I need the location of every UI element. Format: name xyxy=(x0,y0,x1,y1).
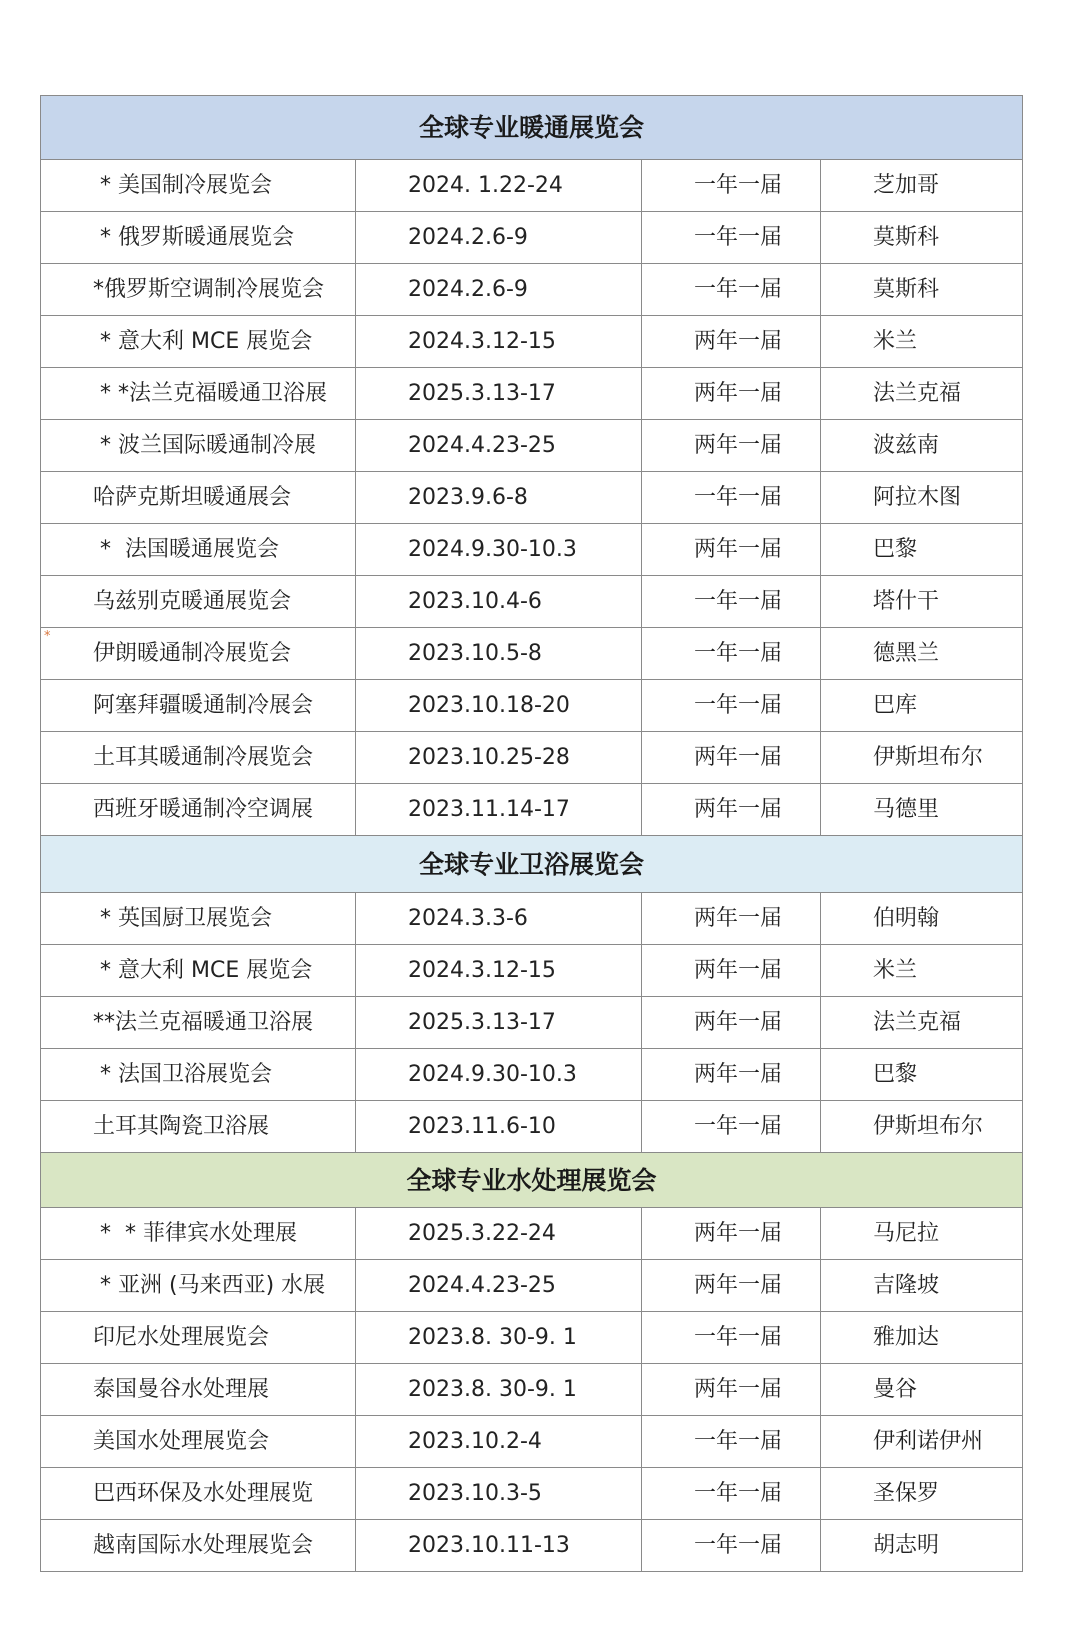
exhibition-frequency-cell: 一年一届 xyxy=(642,680,821,732)
section-header-bathroom xyxy=(41,836,1023,893)
exhibition-city-cell: 莫斯科 xyxy=(821,212,1023,264)
exhibition-name-cell: 西班牙暖通制冷空调展 xyxy=(41,784,356,836)
exhibition-name-cell: * 波兰国际暖通制冷展 xyxy=(41,420,356,472)
exhibition-city-cell: 米兰 xyxy=(821,316,1023,368)
exhibition-date-cell: 2023.8. 30-9. 1 xyxy=(356,1364,642,1416)
exhibition-city-cell: 法兰克福 xyxy=(821,368,1023,420)
exhibition-city-cell: 法兰克福 xyxy=(821,997,1023,1049)
table-row xyxy=(41,1468,1023,1520)
exhibition-frequency-cell: 一年一届 xyxy=(642,472,821,524)
exhibition-city-cell: 芝加哥 xyxy=(821,160,1023,212)
exhibition-date-cell: 2024.3.12-15 xyxy=(356,316,642,368)
section-title: 全球专业水处理展览会 xyxy=(41,1153,1023,1208)
exhibition-date-cell: 2023.10.18-20 xyxy=(356,680,642,732)
exhibition-date-cell: 2023.10.5-8 xyxy=(356,628,642,680)
exhibition-date-cell: 2024.4.23-25 xyxy=(356,1260,642,1312)
table-row xyxy=(41,160,1023,212)
table-row xyxy=(41,1312,1023,1364)
exhibition-city-cell: 马德里 xyxy=(821,784,1023,836)
exhibition-name-cell: * 美国制冷展览会 xyxy=(41,160,356,212)
table-row xyxy=(41,1260,1023,1312)
exhibition-name-cell: 越南国际水处理展览会 xyxy=(41,1520,356,1572)
exhibition-name-cell: * 英国厨卫展览会 xyxy=(41,893,356,945)
exhibition-frequency-cell: 两年一届 xyxy=(642,524,821,576)
exhibition-city-cell: 伊斯坦布尔 xyxy=(821,1101,1023,1153)
table-row xyxy=(41,1520,1023,1572)
exhibition-frequency-cell: 一年一届 xyxy=(642,1101,821,1153)
exhibition-city-cell: 曼谷 xyxy=(821,1364,1023,1416)
exhibition-frequency-cell: 两年一届 xyxy=(642,1364,821,1416)
exhibition-name-cell: * 意大利 MCE 展览会 xyxy=(41,316,356,368)
exhibition-city-cell: 波兹南 xyxy=(821,420,1023,472)
exhibition-name-cell: 阿塞拜疆暖通制冷展会 xyxy=(41,680,356,732)
exhibition-date-cell: 2023.9.6-8 xyxy=(356,472,642,524)
exhibition-city-cell: 马尼拉 xyxy=(821,1208,1023,1260)
table-row xyxy=(41,212,1023,264)
exhibition-frequency-cell: 两年一届 xyxy=(642,732,821,784)
exhibition-date-cell: 2024.9.30-10.3 xyxy=(356,524,642,576)
exhibition-frequency-cell: 两年一届 xyxy=(642,1208,821,1260)
table-row xyxy=(41,893,1023,945)
exhibition-frequency-cell: 一年一届 xyxy=(642,264,821,316)
exhibition-name-cell: * * 菲律宾水处理展 xyxy=(41,1208,356,1260)
exhibition-city-cell: 胡志明 xyxy=(821,1520,1023,1572)
exhibition-frequency-cell: 两年一届 xyxy=(642,945,821,997)
exhibition-city-cell: 吉隆坡 xyxy=(821,1260,1023,1312)
table-row xyxy=(41,1416,1023,1468)
exhibition-date-cell: 2023.8. 30-9. 1 xyxy=(356,1312,642,1364)
exhibition-city-cell: 莫斯科 xyxy=(821,264,1023,316)
exhibition-name-cell: * 意大利 MCE 展览会 xyxy=(41,945,356,997)
section-title: 全球专业暖通展览会 xyxy=(41,96,1023,160)
table-row xyxy=(41,784,1023,836)
exhibition-date-cell: 2025.3.13-17 xyxy=(356,997,642,1049)
table-row xyxy=(41,316,1023,368)
exhibition-date-cell: 2023.11.14-17 xyxy=(356,784,642,836)
exhibition-name-cell: 土耳其暖通制冷展览会 xyxy=(41,732,356,784)
table-row xyxy=(41,264,1023,316)
table-row xyxy=(41,945,1023,997)
table-row xyxy=(41,732,1023,784)
table-row xyxy=(41,420,1023,472)
table-row xyxy=(41,680,1023,732)
exhibition-date-cell: 2025.3.22-24 xyxy=(356,1208,642,1260)
exhibition-frequency-cell: 两年一届 xyxy=(642,1049,821,1101)
exhibition-name-cell: 乌兹别克暖通展览会 xyxy=(41,576,356,628)
exhibition-city-cell: 伊斯坦布尔 xyxy=(821,732,1023,784)
exhibition-name-cell: **法兰克福暖通卫浴展 xyxy=(41,997,356,1049)
table-row xyxy=(41,628,1023,680)
exhibition-name-cell: * 亚洲 (马来西亚) 水展 xyxy=(41,1260,356,1312)
exhibition-frequency-cell: 一年一届 xyxy=(642,576,821,628)
section-title: 全球专业卫浴展览会 xyxy=(41,836,1023,893)
exhibition-date-cell: 2024.3.12-15 xyxy=(356,945,642,997)
exhibition-city-cell: 米兰 xyxy=(821,945,1023,997)
exhibition-date-cell: 2024.2.6-9 xyxy=(356,212,642,264)
exhibition-name-cell: 伊朗暖通制冷展览会 xyxy=(41,628,356,680)
exhibition-city-cell: 巴黎 xyxy=(821,1049,1023,1101)
exhibition-name-cell: 巴西环保及水处理展览 xyxy=(41,1468,356,1520)
exhibition-name-cell: 美国水处理展览会 xyxy=(41,1416,356,1468)
section-header-hvac xyxy=(41,96,1023,160)
exhibition-name-cell: * 法国暖通展览会 xyxy=(41,524,356,576)
table-row xyxy=(41,1101,1023,1153)
exhibition-date-cell: 2024.2.6-9 xyxy=(356,264,642,316)
exhibition-date-cell: 2023.10.25-28 xyxy=(356,732,642,784)
exhibition-frequency-cell: 一年一届 xyxy=(642,160,821,212)
exhibition-frequency-cell: 一年一届 xyxy=(642,1416,821,1468)
table-row xyxy=(41,368,1023,420)
exhibition-date-cell: 2023.11.6-10 xyxy=(356,1101,642,1153)
exhibition-city-cell: 伊利诺伊州 xyxy=(821,1416,1023,1468)
exhibition-city-cell: 阿拉木图 xyxy=(821,472,1023,524)
exhibition-city-cell: 巴黎 xyxy=(821,524,1023,576)
exhibition-name-cell: * 俄罗斯暖通展览会 xyxy=(41,212,356,264)
exhibition-frequency-cell: 两年一届 xyxy=(642,368,821,420)
exhibition-frequency-cell: 两年一届 xyxy=(642,893,821,945)
exhibition-date-cell: 2023.10.3-5 xyxy=(356,1468,642,1520)
exhibition-frequency-cell: 一年一届 xyxy=(642,212,821,264)
exhibition-frequency-cell: 一年一届 xyxy=(642,1468,821,1520)
exhibition-city-cell: 塔什干 xyxy=(821,576,1023,628)
exhibition-frequency-cell: 两年一届 xyxy=(642,1260,821,1312)
exhibition-date-cell: 2025.3.13-17 xyxy=(356,368,642,420)
exhibition-name-cell: * *法兰克福暖通卫浴展 xyxy=(41,368,356,420)
exhibition-table xyxy=(40,95,1023,1572)
exhibition-date-cell: 2024.3.3-6 xyxy=(356,893,642,945)
exhibition-frequency-cell: 两年一届 xyxy=(642,997,821,1049)
table-row xyxy=(41,1208,1023,1260)
exhibition-city-cell: 巴库 xyxy=(821,680,1023,732)
exhibition-name-cell: * 法国卫浴展览会 xyxy=(41,1049,356,1101)
exhibition-city-cell: 伯明翰 xyxy=(821,893,1023,945)
stray-asterisk-mark: * xyxy=(44,629,51,644)
table-row xyxy=(41,997,1023,1049)
exhibition-name-cell: 印尼水处理展览会 xyxy=(41,1312,356,1364)
section-header-water-treatment xyxy=(41,1153,1023,1208)
exhibition-table-body xyxy=(41,96,1023,1572)
exhibition-date-cell: 2023.10.11-13 xyxy=(356,1520,642,1572)
table-row xyxy=(41,1364,1023,1416)
exhibition-city-cell: 雅加达 xyxy=(821,1312,1023,1364)
exhibition-name-cell: 哈萨克斯坦暖通展会 xyxy=(41,472,356,524)
table-row xyxy=(41,524,1023,576)
exhibition-name-cell: 土耳其陶瓷卫浴展 xyxy=(41,1101,356,1153)
exhibition-city-cell: 德黑兰 xyxy=(821,628,1023,680)
exhibition-date-cell: 2024. 1.22-24 xyxy=(356,160,642,212)
exhibition-name-cell: *俄罗斯空调制冷展览会 xyxy=(41,264,356,316)
exhibition-date-cell: 2024.9.30-10.3 xyxy=(356,1049,642,1101)
exhibition-name-cell: 泰国曼谷水处理展 xyxy=(41,1364,356,1416)
exhibition-frequency-cell: 一年一届 xyxy=(642,1520,821,1572)
exhibition-date-cell: 2023.10.4-6 xyxy=(356,576,642,628)
exhibition-date-cell: 2024.4.23-25 xyxy=(356,420,642,472)
exhibition-city-cell: 圣保罗 xyxy=(821,1468,1023,1520)
table-row xyxy=(41,576,1023,628)
exhibition-frequency-cell: 两年一届 xyxy=(642,420,821,472)
exhibition-frequency-cell: 一年一届 xyxy=(642,628,821,680)
exhibition-date-cell: 2023.10.2-4 xyxy=(356,1416,642,1468)
exhibition-frequency-cell: 两年一届 xyxy=(642,316,821,368)
exhibition-frequency-cell: 两年一届 xyxy=(642,784,821,836)
table-row xyxy=(41,472,1023,524)
exhibition-frequency-cell: 一年一届 xyxy=(642,1312,821,1364)
table-row xyxy=(41,1049,1023,1101)
